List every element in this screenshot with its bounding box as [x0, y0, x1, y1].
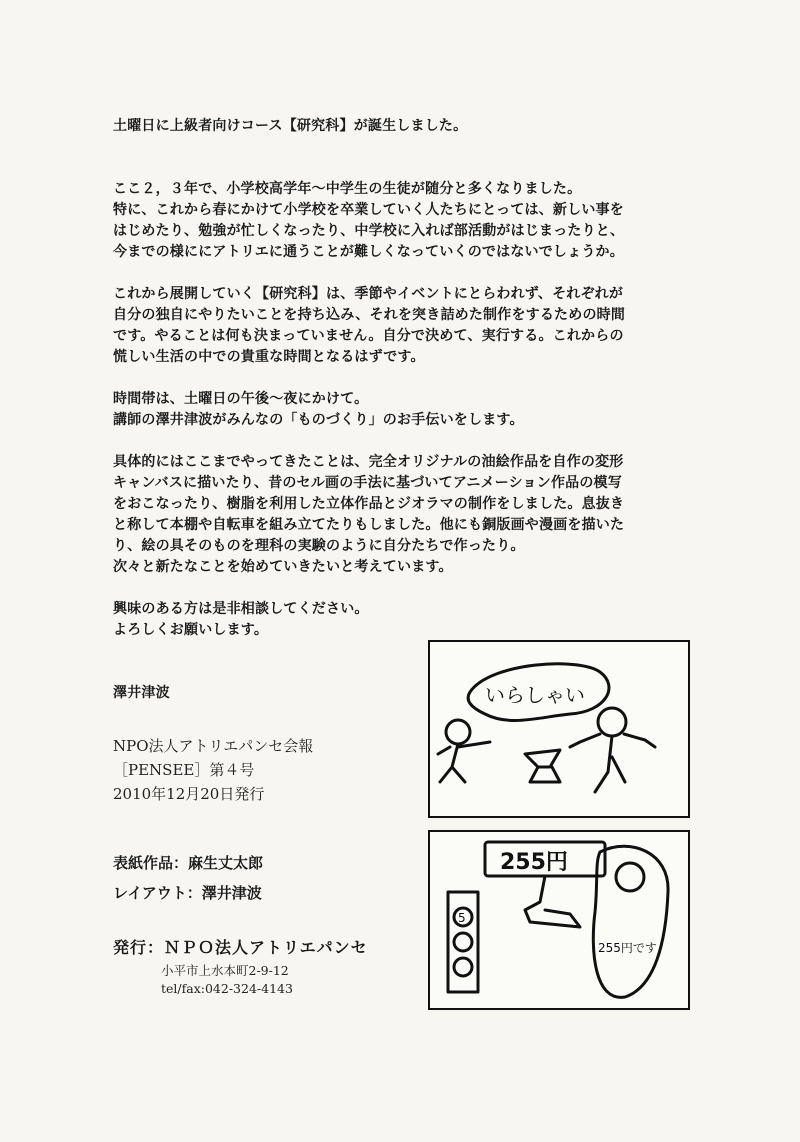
paragraph-examples: 具体的にはここまでやってきたことは、完全オリジナルの油絵作品を自作の変形 キャンバスに描いたり、昔のセル画の手法に基づいてアニメーション作品の模写 をおこなったり、樹脂を利用した立体作品とジオラマの制作をしました。息抜き と称して本棚や自転車を組み立てたりもしました。他にも銅版画や漫画を描いた り、絵の具そのものを理科の実験のように自分たちで作ったり。 次々と新たなことを始めていきたいと考えています。	[113, 454, 625, 575]
drawing-circle-number: 5	[458, 911, 466, 925]
credits	[113, 848, 263, 908]
shop-sketch	[430, 832, 688, 1008]
drawing-bubble-text: 255円です	[598, 941, 657, 955]
child-drawing-shop	[428, 830, 690, 1010]
child-drawing-welcome	[428, 640, 690, 818]
issue-date: 2010年12月20日発行	[113, 785, 265, 803]
issue-number: ［PENSEE］第４号	[113, 761, 255, 779]
author-signature: 澤井津波	[113, 685, 170, 701]
publisher-address: 小平市上水本町2-9-12	[161, 963, 289, 978]
paragraph-intro: ここ２，３年で、小学校高学年～中学生の生徒が随分と多くなりました。 特に、これから春にかけて小学校を卒業していく人たちにとっては、新しい事を はじめたり、勉強が忙しくなったり、中学校に入れば部活動がはじまったりと、 今までの様ににアトリエに通うことが難しくなっていくのではないでしょうか。	[113, 181, 625, 260]
drawing-price-sign: 255円	[500, 850, 568, 875]
announcement	[113, 116, 713, 704]
paragraph-schedule: 時間帯は、土曜日の午後～夜にかけて。 講師の澤井津波がみんなの「ものづくり」のお手伝いをします。	[113, 391, 524, 428]
layout-credit: レイアウト：澤井津波	[113, 884, 262, 902]
cover-credit: 表紙作品：麻生丈太郎	[113, 854, 264, 872]
paragraph-course: これから展開していく【研究科】は、季節やイベントにとらわれず、それぞれが 自分の独自にやりたいことを持ち込み、それを突き詰めた制作をするための時間 です。やることは何も決まっていません。自分で決めて、実行する。これからの 慌しい生活の中での貴重な時間となるはずです。	[113, 286, 626, 365]
welcome-sketch	[430, 642, 688, 816]
colophon	[113, 734, 413, 806]
publisher-phone: tel/fax:042-324-4143	[161, 981, 293, 996]
newsletter-title: NPO法人アトリエパンセ会報	[113, 737, 314, 755]
publisher	[113, 934, 368, 998]
drawing-speech-text: いらしゃい	[485, 683, 585, 707]
paragraph-closing: 興味のある方は是非相談してください。 よろしくお願いします。	[113, 601, 369, 638]
announcement-heading: 土曜日に上級者向けコース【研究科】が誕生しました。	[113, 118, 468, 134]
publisher-name: 発行：ＮＰＯ法人アトリエパンセ	[113, 938, 368, 957]
